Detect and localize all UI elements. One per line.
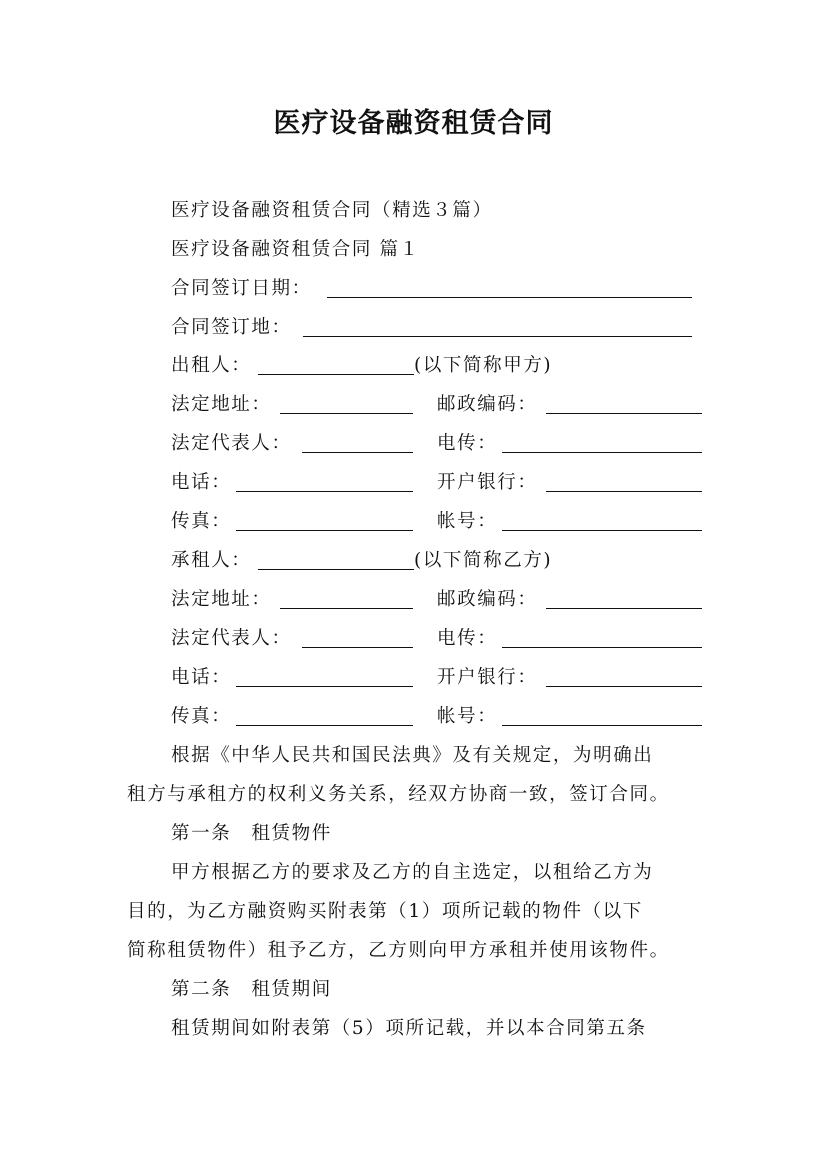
- lessor-postcode-label: 邮政编码：: [437, 394, 538, 415]
- lessor-suffix: (以下简称甲方): [414, 355, 553, 376]
- article-1-line-2: 目的，为乙方融资购买附表第（1）项所记载的物件（以下: [127, 901, 643, 922]
- lessor-label: 出租人：: [171, 355, 252, 376]
- lessor-fax-field[interactable]: [236, 530, 413, 531]
- lessee-suffix: (以下简称乙方): [414, 550, 553, 571]
- article-2-line-1: 租赁期间如附表第（5）项所记载，并以本合同第五条: [171, 1018, 647, 1039]
- lessor-rep-label: 法定代表人：: [171, 433, 292, 454]
- lessor-bank-label: 开户银行：: [437, 472, 538, 493]
- sign-date-field[interactable]: [327, 297, 692, 298]
- lessee-phone-label: 电话：: [171, 667, 232, 688]
- lessee-address-label: 法定地址：: [171, 589, 272, 610]
- subtitle: 医疗设备融资租赁合同（精选３篇）: [171, 200, 493, 221]
- lessor-phone-field[interactable]: [236, 491, 413, 492]
- lessor-rep-field[interactable]: [302, 452, 413, 453]
- article-1-line-1: 甲方根据乙方的要求及乙方的自主选定，以租给乙方为: [171, 862, 654, 883]
- article-2-heading: 第二条 租赁期间: [171, 979, 332, 1000]
- lessee-rep-field[interactable]: [302, 647, 413, 648]
- lessor-phone-label: 电话：: [171, 472, 232, 493]
- lessee-fax-label: 传真：: [171, 706, 232, 727]
- lessor-telegram-field[interactable]: [502, 452, 702, 453]
- sign-date-label: 合同签订日期：: [171, 278, 312, 299]
- lessee-address-field[interactable]: [280, 608, 413, 609]
- lessor-account-field[interactable]: [502, 530, 702, 531]
- lessee-fax-field[interactable]: [236, 725, 413, 726]
- lessee-postcode-label: 邮政编码：: [437, 589, 538, 610]
- lessee-account-label: 帐号：: [437, 706, 498, 727]
- lessee-bank-field[interactable]: [546, 686, 702, 687]
- sign-place-field[interactable]: [303, 336, 692, 337]
- lessee-telegram-field[interactable]: [502, 647, 702, 648]
- sign-place-label: 合同签订地：: [171, 317, 292, 338]
- lessee-postcode-field[interactable]: [546, 608, 702, 609]
- part-heading: 医疗设备融资租赁合同 篇１: [171, 239, 420, 260]
- article-1-heading: 第一条 租赁物件: [171, 823, 332, 844]
- lessee-rep-label: 法定代表人：: [171, 628, 292, 649]
- lessee-label: 承租人：: [171, 550, 252, 571]
- document-title: 医疗设备融资租赁合同: [273, 108, 554, 139]
- lessor-address-label: 法定地址：: [171, 394, 272, 415]
- intro-line-1: 根据《中华人民共和国民法典》及有关规定，为明确出: [171, 745, 654, 766]
- article-1-line-3: 简称租赁物件）租予乙方，乙方则向甲方承租并使用该物件。: [127, 940, 670, 961]
- lessor-bank-field[interactable]: [546, 491, 702, 492]
- lessor-fax-label: 传真：: [171, 511, 232, 532]
- intro-line-2: 租方与承租方的权利义务关系，经双方协商一致，签订合同。: [127, 784, 670, 805]
- lessee-account-field[interactable]: [502, 725, 702, 726]
- lessor-address-field[interactable]: [280, 413, 413, 414]
- lessor-postcode-field[interactable]: [546, 413, 702, 414]
- lessee-telegram-label: 电传：: [437, 628, 498, 649]
- lessee-phone-field[interactable]: [236, 686, 413, 687]
- lessor-name-field[interactable]: [258, 374, 414, 375]
- lessor-telegram-label: 电传：: [437, 433, 498, 454]
- lessee-bank-label: 开户银行：: [437, 667, 538, 688]
- lessee-name-field[interactable]: [258, 569, 414, 570]
- lessor-account-label: 帐号：: [437, 511, 498, 532]
